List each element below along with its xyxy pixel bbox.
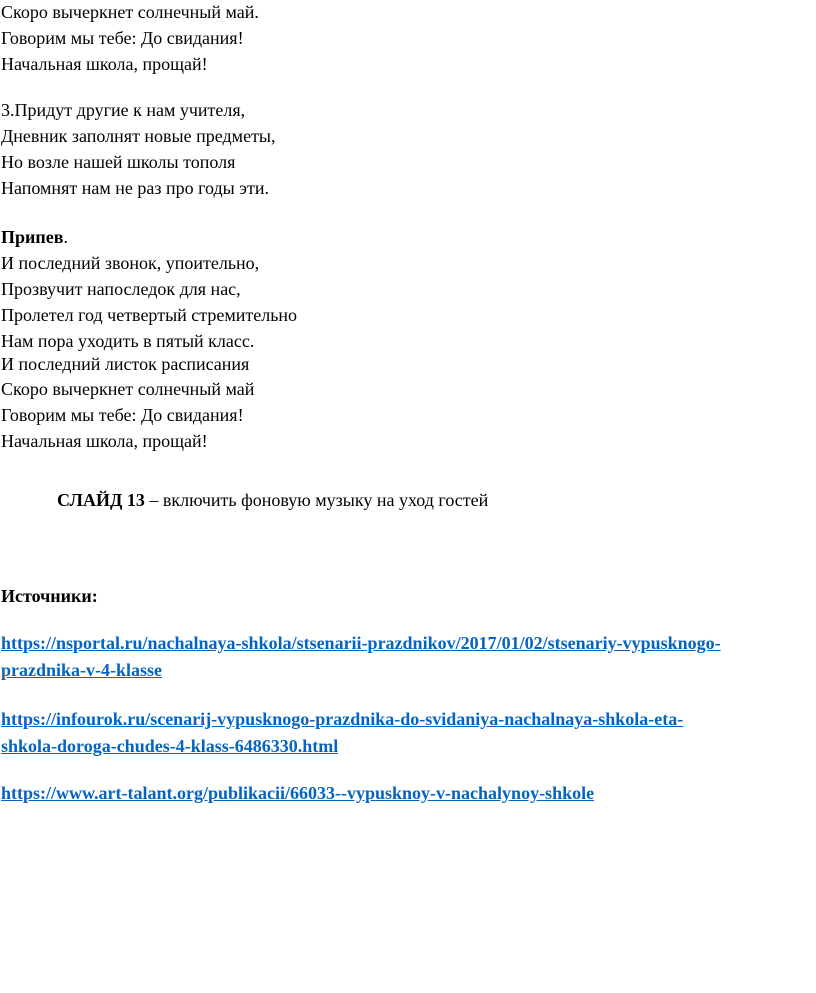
chorus-line: Нам пора уходить в пятый класс. xyxy=(1,331,255,351)
chorus-heading xyxy=(1,225,68,249)
verse-line: Скоро вычеркнет солнечный май. xyxy=(1,2,259,22)
sources-heading: Источники: xyxy=(1,586,98,606)
slide-instruction xyxy=(57,488,488,512)
verse-line: Напомнят нам не раз про годы эти. xyxy=(1,178,269,198)
chorus-line: И последний звонок, упоительно, xyxy=(1,253,260,273)
source-link-3[interactable]: https://www.art-talant.org/publikacii/66033--vypusknoy-v-nachalynoy-shkole xyxy=(1,783,595,803)
verse-line: Говорим мы тебе: До свидания! xyxy=(1,28,244,48)
verse-line: Начальная школа, прощай! xyxy=(1,54,208,74)
source-link-1-cont[interactable]: prazdnika-v-4-klasse xyxy=(1,660,163,680)
chorus-line: И последний листок расписания xyxy=(1,354,250,374)
verse-line: Но возле нашей школы тополя xyxy=(1,152,236,172)
chorus-line: Начальная школа, прощай! xyxy=(1,431,208,451)
verse-line: Дневник заполнят новые предметы, xyxy=(1,126,276,146)
slide-label: СЛАЙД 13 xyxy=(57,490,145,510)
chorus-line: Говорим мы тебе: До свидания! xyxy=(1,405,244,425)
source-link-2-cont[interactable]: shkola-doroga-chudes-4-klass-6486330.html xyxy=(1,736,339,756)
source-link-1[interactable]: https://nsportal.ru/nachalnaya-shkola/stsenarii-prazdnikov/2017/01/02/stsenariy-vypusknogo- xyxy=(1,633,721,653)
chorus-line: Пролетел год четвертый стремительно xyxy=(1,305,298,325)
chorus-line: Прозвучит напоследок для нас, xyxy=(1,279,241,299)
chorus-heading-suffix: . xyxy=(63,227,68,247)
chorus-line: Скоро вычеркнет солнечный май xyxy=(1,379,255,399)
slide-text: – включить фоновую музыку на уход гостей xyxy=(144,490,489,510)
source-link-2[interactable]: https://infourok.ru/scenarij-vypusknogo-prazdnika-do-svidaniya-nachalnaya-shkola-eta- xyxy=(1,709,684,729)
chorus-heading-label: Припев xyxy=(1,227,64,247)
verse-line: 3.Придут другие к нам учителя, xyxy=(1,100,246,120)
